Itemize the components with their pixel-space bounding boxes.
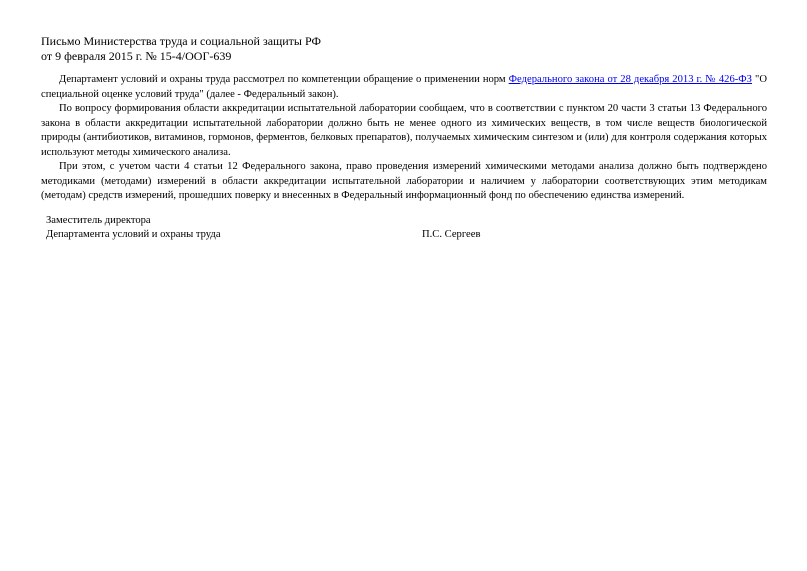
document-title-line-1: Письмо Министерства труда и социальной защиты РФ [41, 34, 321, 48]
signature-position-line-1: Заместитель директора [46, 215, 151, 226]
signatory-name: П.С. Сергеев [422, 229, 481, 240]
federal-law-link[interactable]: Федерального закона от 28 декабря 2013 г. № 426-ФЗ [508, 74, 752, 85]
signature-row [46, 228, 746, 242]
paragraph-1-text-before: Департамент условий и охраны труда рассмотрел по компетенции обращение о применении норм [59, 74, 509, 85]
paragraph-1 [41, 73, 767, 102]
paragraph-3: При этом, с учетом части 4 статьи 12 Федерального закона, право проведения измерений химическими методами анализа должно быть подтверждено методиками (методами) измерений в области аккредитации испытательной лаборатории и наличием у лаборатории соответствующих этим методикам (методам) средств измерений, прошедших поверку и внесенных в Федеральный информационный фонд по обеспечению единства измерений. [41, 161, 767, 201]
document-title [41, 34, 767, 64]
document-body [41, 73, 767, 204]
signature-block [46, 214, 746, 242]
signature-position-line-2: Департамента условий и охраны труда [46, 229, 221, 240]
paragraph-2: По вопросу формирования области аккредитации испытательной лаборатории сообщаем, что в соответствии с пунктом 20 части 3 статьи 13 Федерального закона в области аккредитации испытательной лаборатории должно быть не менее одного из химических веществ, в том числе веществ биологической природы (антибиотиков, витаминов, гормонов, ферментов, белковых препаратов), получаемых химическим синтезом и (или) для контроля содержания которых используют методы химического анализа. [41, 103, 767, 158]
document-page [41, 34, 767, 204]
document-title-line-2: от 9 февраля 2015 г. № 15-4/ООГ-639 [41, 49, 232, 63]
paragraph-1-text-after: "О специальной оценке условий труда" (далее - Федеральный закон). [41, 74, 767, 100]
